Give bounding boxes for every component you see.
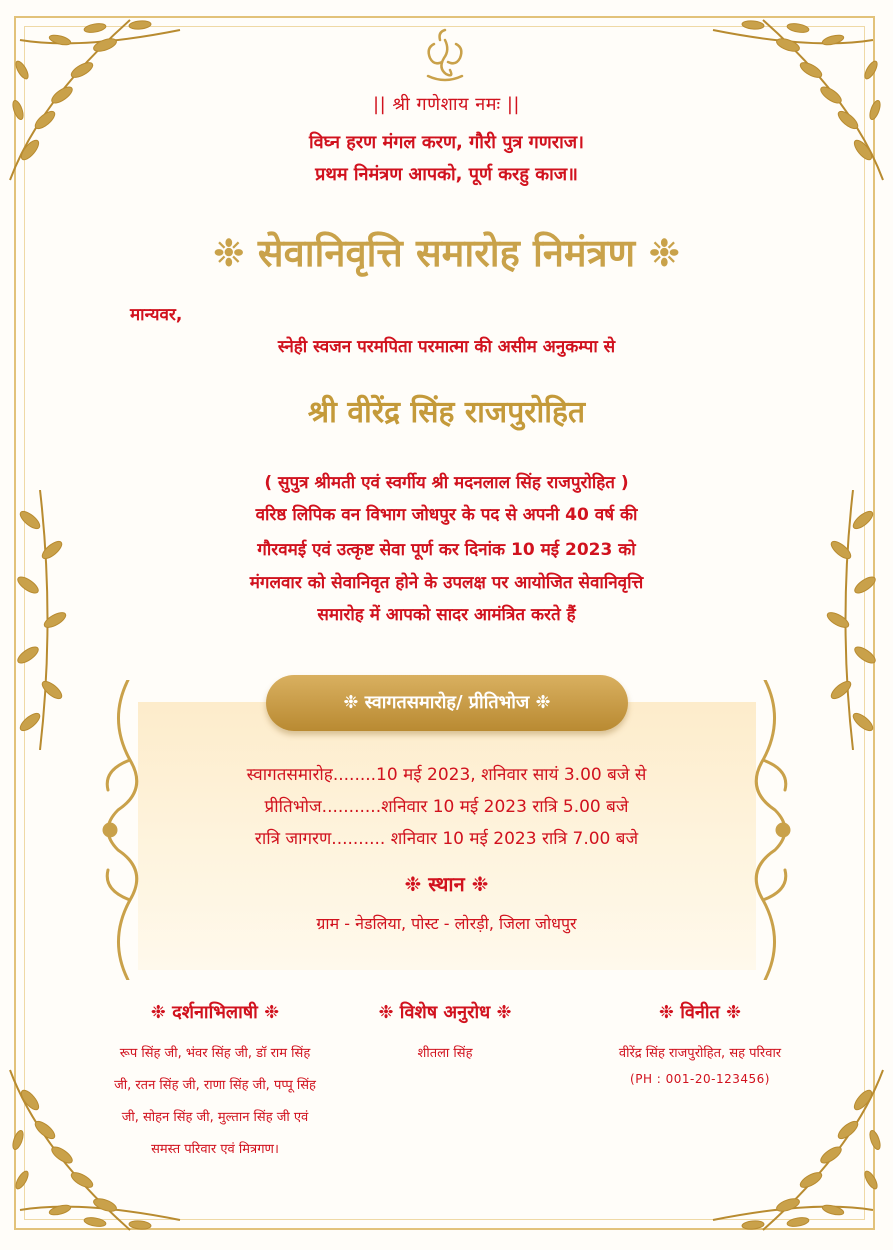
intro-line: स्नेही स्वजन परमपिता परमात्मा की असीम अनुकम्पा से <box>277 337 616 357</box>
request-name: शीतला सिंह <box>417 1046 473 1061</box>
doha-line-2: प्रथम निमंत्रण आपको, पूर्ण करहु काज॥ <box>315 164 578 185</box>
detail-line: मंगलवार को सेवानिवृत होने के उपलक्ष पर आयोजित सेवानिवृत्ति <box>249 573 644 593</box>
detail-line: वरिष्ठ लिपिक वन विभाग जोधपुर के पद से अपनी 40 वर्ष की <box>255 505 638 525</box>
darshan-column <box>75 1000 355 1166</box>
honoree-name: श्री वीरेंद्र सिंह राजपुरोहित <box>307 395 586 430</box>
event-line: रात्रि जागरण.......... शनिवार 10 मई 2023 रात्रि 7.00 बजे <box>254 829 639 849</box>
detail-line: गौरवमई एवं उत्कृष्ट सेवा पूर्ण कर दिनांक 10 मई 2023 को <box>257 540 636 560</box>
ganesh-icon <box>420 26 470 84</box>
vinit-phone: (PH : 001-20-123456) <box>630 1072 770 1086</box>
events-heading-pill: ❉ स्वागतसमारोह/ प्रीतिभोज ❉ <box>266 675 628 731</box>
darshan-line: रूप सिंह जी, भंवर सिंह जी, डॉ राम सिंह <box>119 1046 311 1061</box>
event-line: स्वागतसमारोह........10 मई 2023, शनिवार सायं 3.00 बजे से <box>246 765 647 785</box>
darshan-line: जी, रतन सिंह जी, राणा सिंह जी, पप्पू सिंह <box>114 1078 316 1093</box>
vinit-name: वीरेंद्र सिंह राजपुरोहित, सह परिवार <box>618 1046 782 1061</box>
ganesh-mantra: || श्री गणेशाय नमः || <box>373 94 520 115</box>
vinit-column <box>575 1000 825 1086</box>
vinit-heading: ❉ विनीत ❉ <box>658 1002 742 1023</box>
request-heading: ❉ विशेष अनुरोध ❉ <box>378 1002 512 1023</box>
darshan-names <box>75 1038 355 1166</box>
event-line: प्रीतिभोज...........शनिवार 10 मई 2023 रात्रि 5.00 बजे <box>264 797 629 817</box>
request-column <box>340 1000 550 1070</box>
doha-line-1: विघ्न हरण मंगल करण, गौरी पुत्र गणराज। <box>309 132 584 153</box>
darshan-line: समस्त परिवार एवं मित्रगण। <box>151 1142 279 1157</box>
salutation: मान्यवर, <box>130 305 183 325</box>
invitation-title: ❉ सेवानिवृत्ति समारोह निमंत्रण ❉ <box>212 231 681 275</box>
detail-line: ( सुपुत्र श्रीमती एवं स्वर्गीय श्री मदनलाल सिंह राजपुरोहित ) <box>264 473 629 493</box>
darshan-heading: ❉ दर्शनाभिलाषी ❉ <box>150 1002 280 1023</box>
venue-heading: ❉ स्थान ❉ <box>404 872 489 896</box>
darshan-line: जी, सोहन सिंह जी, मुल्तान सिंह जी एवं <box>121 1110 309 1125</box>
detail-line: समारोह में आपको सादर आमंत्रित करते हैं <box>317 605 576 625</box>
venue-address: ग्राम - नेडलिया, पोस्ट - लोरड़ी, जिला जोधपुर <box>316 914 577 933</box>
